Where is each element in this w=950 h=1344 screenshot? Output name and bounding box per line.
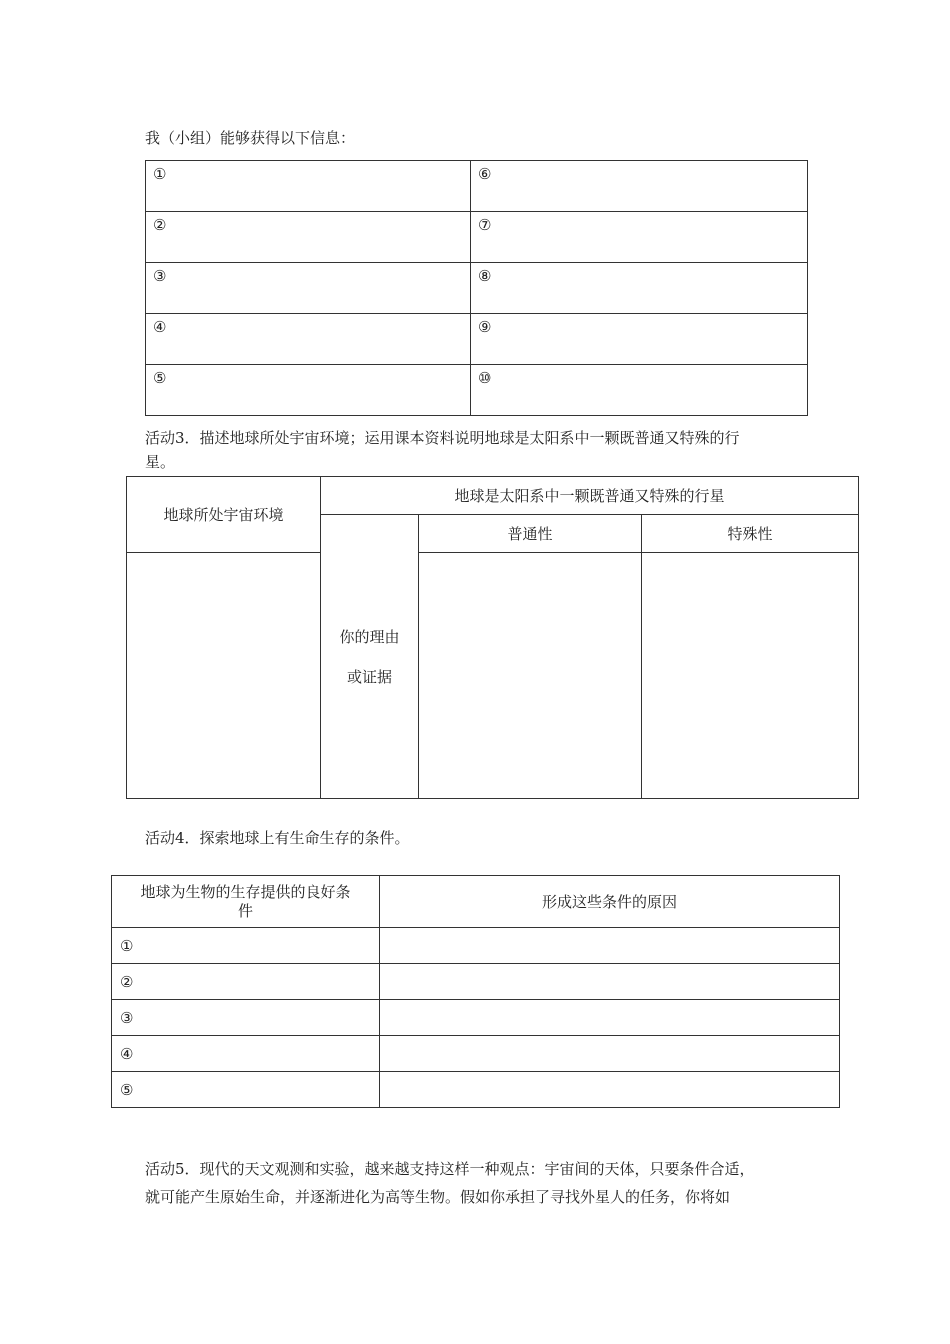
table-row — [146, 365, 808, 416]
condition-cell[interactable]: ① — [112, 928, 380, 964]
info-table — [145, 160, 808, 416]
intro-text: 我（小组）能够获得以下信息： — [145, 129, 356, 147]
table-row — [112, 964, 840, 1000]
reason-label — [321, 515, 419, 799]
info-cell[interactable]: ⑤ — [146, 365, 471, 416]
info-cell[interactable]: ④ — [146, 314, 471, 365]
special-answer-cell[interactable] — [642, 553, 859, 799]
table-row — [112, 1036, 840, 1072]
env-header: 地球所处宇宙环境 — [127, 477, 321, 553]
table-row — [146, 263, 808, 314]
condition-cell[interactable]: ④ — [112, 1036, 380, 1072]
activity3-title-line1: 活动3．描述地球所处宇宙环境；运用课本资料说明地球是太阳系中一颗既普通又特殊的行 — [145, 429, 740, 447]
table-row — [127, 553, 859, 799]
table-row — [146, 161, 808, 212]
conditions-header-line2: 件 — [237, 901, 253, 920]
info-cell[interactable]: ① — [146, 161, 471, 212]
reason-cell[interactable] — [380, 1072, 840, 1108]
table-row — [112, 1000, 840, 1036]
activity5-line2: 就可能产生原始生命，并逐渐进化为高等生物。假如你承担了寻找外星人的任务，你将如 — [145, 1188, 731, 1206]
info-cell[interactable]: ⑩ — [471, 365, 808, 416]
condition-cell[interactable]: ③ — [112, 1000, 380, 1036]
table-row — [112, 1072, 840, 1108]
activity4-title: 活动4．探索地球上有生命生存的条件。 — [145, 829, 410, 847]
table-row — [146, 314, 808, 365]
planet-header: 地球是太阳系中一颗既普通又特殊的行星 — [321, 477, 859, 515]
reason-cell[interactable] — [380, 964, 840, 1000]
info-cell[interactable]: ⑨ — [471, 314, 808, 365]
common-answer-cell[interactable] — [419, 553, 642, 799]
condition-cell[interactable]: ② — [112, 964, 380, 1000]
reason-cell[interactable] — [380, 928, 840, 964]
table-row — [112, 876, 840, 928]
life-conditions-table — [111, 875, 840, 1108]
reasons-header: 形成这些条件的原因 — [380, 876, 840, 928]
planet-table — [126, 476, 859, 799]
condition-cell[interactable]: ⑤ — [112, 1072, 380, 1108]
reason-cell[interactable] — [380, 1036, 840, 1072]
table-row — [146, 212, 808, 263]
conditions-header — [112, 876, 380, 928]
table-row — [112, 928, 840, 964]
info-cell[interactable]: ⑥ — [471, 161, 808, 212]
env-answer-cell[interactable] — [127, 553, 321, 799]
reason-label-line1: 你的理由 — [339, 627, 400, 646]
info-cell[interactable]: ② — [146, 212, 471, 263]
special-header: 特殊性 — [642, 515, 859, 553]
common-header: 普通性 — [419, 515, 642, 553]
info-cell[interactable]: ⑧ — [471, 263, 808, 314]
info-cell[interactable]: ③ — [146, 263, 471, 314]
conditions-header-line1: 地球为生物的生存提供的良好条 — [140, 882, 351, 901]
activity5-line1: 活动5．现代的天文观测和实验，越来越支持这样一种观点：宇宙间的天体，只要条件合适， — [145, 1160, 755, 1178]
reason-label-line2: 或证据 — [346, 667, 392, 686]
reason-cell[interactable] — [380, 1000, 840, 1036]
activity3-title-line2: 星。 — [145, 453, 176, 471]
table-row — [127, 477, 859, 515]
info-cell[interactable]: ⑦ — [471, 212, 808, 263]
